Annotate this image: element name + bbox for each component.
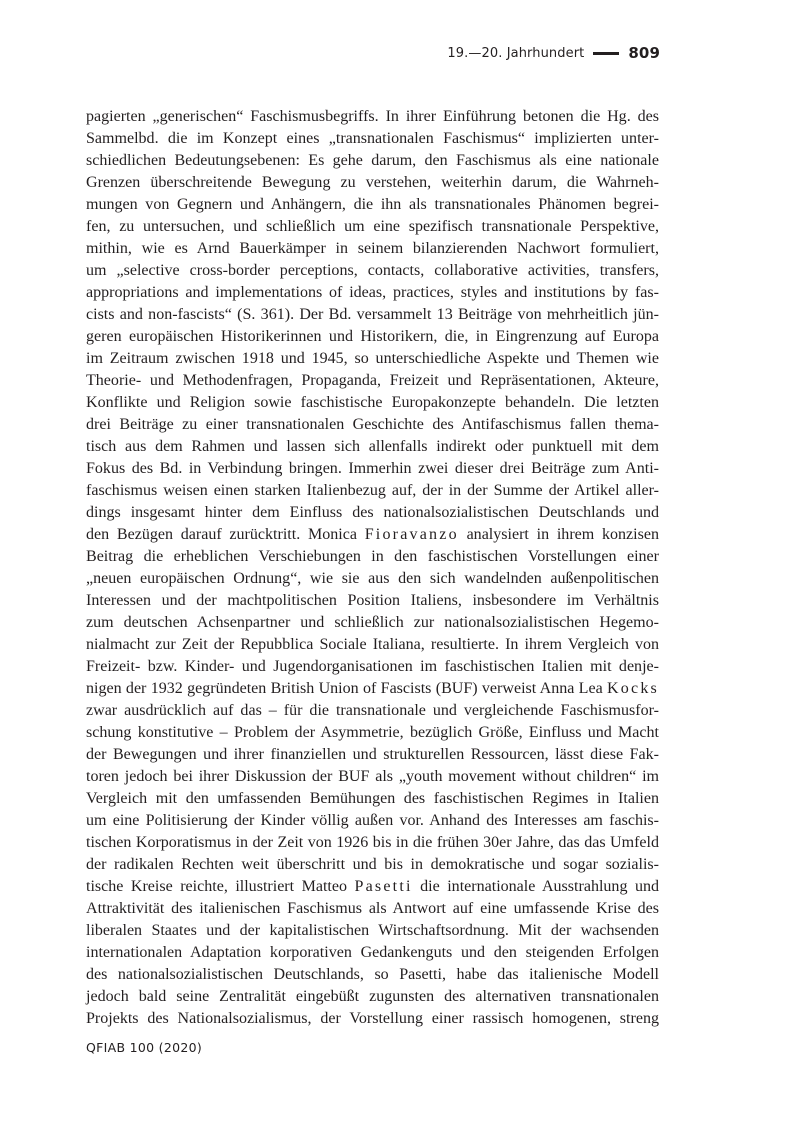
text-segment: zum deutschen Achsenpartner und schließlich zur nationalsozialistischen Hegemo- bbox=[86, 614, 659, 631]
text-segment: mungen von Gegnern und Anhängern, die ihn als transnationales Phänomen begrei- bbox=[86, 196, 659, 213]
running-head bbox=[447, 44, 660, 62]
text-segment: analysiert in ihrem konzisen bbox=[458, 526, 659, 543]
text-line bbox=[86, 524, 659, 546]
text-line bbox=[86, 414, 659, 436]
text-segment: liberalen Staates und der kapitalistischen Wirtschaftsordnung. Mit der wachsenden bbox=[86, 922, 659, 939]
author-name: Kocks bbox=[607, 680, 659, 697]
text-line bbox=[86, 700, 659, 722]
running-head-title: 19.—20. Jahrhundert bbox=[447, 45, 585, 61]
text-line bbox=[86, 370, 659, 392]
text-segment: um „selective cross-border perceptions, contacts, collaborative activities, transfers, bbox=[86, 262, 659, 279]
text-segment: appropriations and implementations of ideas, practices, styles and institutions by fas- bbox=[86, 284, 659, 301]
text-line bbox=[86, 876, 659, 898]
text-line bbox=[86, 326, 659, 348]
text-line bbox=[86, 634, 659, 656]
text-segment: zwar ausdrücklich auf das – für die transnationale und vergleichende Faschismusfor- bbox=[86, 702, 659, 719]
text-segment: internationalen Adaptation korporativen Gedankenguts und den steigenden Erfolgen bbox=[86, 944, 659, 961]
text-segment: Vergleich mit den umfassenden Bemühungen des faschistischen Regimes in Italien bbox=[86, 790, 659, 807]
text-line bbox=[86, 920, 659, 942]
text-line bbox=[86, 238, 659, 260]
text-segment: pagierten „generischen“ Faschismusbegriffs. In ihrer Einführung betonen die Hg. des bbox=[86, 108, 659, 125]
text-segment: Theorie- und Methodenfragen, Propaganda, Freizeit und Repräsentationen, Akteure, bbox=[86, 372, 659, 389]
text-line bbox=[86, 810, 659, 832]
text-segment: cists and non-fascists“ (S. 361). Der Bd. versammelt 13 Beiträge von mehrheitlich jün- bbox=[86, 306, 659, 323]
text-segment: nigen der 1932 gegründeten British Union of Fascists (BUF) verweist Anna Lea bbox=[86, 680, 608, 697]
text-line bbox=[86, 590, 659, 612]
text-segment: Freizeit- bzw. Kinder- und Jugendorganisationen im faschistischen Italien mit denje- bbox=[86, 658, 659, 675]
text-line bbox=[86, 304, 659, 326]
text-line bbox=[86, 392, 659, 414]
text-line bbox=[86, 964, 659, 986]
text-line bbox=[86, 150, 659, 172]
text-line bbox=[86, 568, 659, 590]
text-segment: die internationale Ausstrahlung und bbox=[412, 878, 659, 895]
text-segment: der Bewegungen und ihrer finanziellen und strukturellen Ressourcen, lässt diese Fak- bbox=[86, 746, 659, 763]
text-line bbox=[86, 986, 659, 1008]
text-line bbox=[86, 722, 659, 744]
text-segment: toren jedoch bei ihrer Diskussion der BUF als „youth movement without children“ im bbox=[86, 768, 659, 785]
text-segment: Interessen und der machtpolitischen Position Italiens, insbesondere im Verhältnis bbox=[86, 592, 659, 609]
text-segment: Fokus des Bd. in Verbindung bringen. Immerhin zwei dieser drei Beiträge zum Anti- bbox=[86, 460, 659, 477]
text-line bbox=[86, 656, 659, 678]
text-line bbox=[86, 348, 659, 370]
text-line bbox=[86, 832, 659, 854]
text-segment: Sammelbd. die im Konzept eines „transnationalen Faschismus“ implizierten unter- bbox=[86, 130, 659, 147]
text-line bbox=[86, 546, 659, 568]
text-line bbox=[86, 766, 659, 788]
text-segment: geren europäischen Historikerinnen und Historikern, die, in Eingrenzung auf Europa bbox=[86, 328, 659, 345]
text-line bbox=[86, 788, 659, 810]
text-segment: Beitrag die erheblichen Verschiebungen in den faschistischen Vorstellungen einer bbox=[86, 548, 659, 565]
text-line bbox=[86, 898, 659, 920]
page-number: 809 bbox=[628, 44, 660, 62]
text-line bbox=[86, 854, 659, 876]
text-line bbox=[86, 436, 659, 458]
text-segment: „neuen europäischen Ordnung“, wie sie aus den sich wandelnden außenpolitischen bbox=[86, 570, 659, 587]
text-segment: den Bezügen darauf zurücktritt. Monica bbox=[86, 526, 365, 543]
text-segment: fen, zu untersuchen, und schließlich um eine spezifisch transnationale Perspektive, bbox=[86, 218, 659, 235]
text-segment: Grenzen überschreitende Bewegung zu verstehen, weiterhin darum, die Wahrneh- bbox=[86, 174, 659, 191]
body-text bbox=[86, 106, 659, 1030]
text-segment: faschismus weisen einen starken Italienbezug auf, der in der Summe der Artikel aller- bbox=[86, 482, 659, 499]
text-segment: schung konstitutive – Problem der Asymmetrie, bezüglich Größe, Einfluss und Macht bbox=[86, 724, 659, 741]
text-line bbox=[86, 194, 659, 216]
header-rule bbox=[593, 52, 619, 55]
text-line bbox=[86, 1008, 659, 1030]
author-name: Pasetti bbox=[354, 878, 413, 895]
text-line bbox=[86, 172, 659, 194]
text-segment: um eine Politisierung der Kinder völlig außen vor. Anhand des Interesses am faschis- bbox=[86, 812, 659, 829]
text-segment: Projekts des Nationalsozialismus, der Vorstellung einer rassisch homogenen, streng bbox=[86, 1010, 659, 1027]
text-segment: tische Kreise reichte, illustriert Matteo bbox=[86, 878, 355, 895]
journal-footer: QFIAB 100 (2020) bbox=[86, 1040, 203, 1055]
text-segment: nialmacht zur Zeit der Repubblica Sociale Italiana, resultierte. In ihrem Vergleich von bbox=[86, 636, 659, 653]
text-segment: im Zeitraum zwischen 1918 und 1945, so unterschiedliche Aspekte und Themen wie bbox=[86, 350, 659, 367]
text-segment: Attraktivität des italienischen Faschismus als Antwort auf eine umfassende Krise des bbox=[86, 900, 659, 917]
text-line bbox=[86, 106, 659, 128]
text-segment: jedoch bald seine Zentralität eingebüßt zugunsten des alternativen transnationalen bbox=[86, 988, 659, 1005]
text-segment: drei Beiträge zu einer transnationalen Geschichte des Antifaschismus fallen thema- bbox=[86, 416, 659, 433]
text-line bbox=[86, 128, 659, 150]
text-segment: tisch aus dem Rahmen und lassen sich allenfalls indirekt oder punktuell mit dem bbox=[86, 438, 659, 455]
text-segment: mithin, wie es Arnd Bauerkämper in seinem bilanzierenden Nachwort formuliert, bbox=[86, 240, 659, 257]
text-line bbox=[86, 502, 659, 524]
text-segment: dings insgesamt hinter dem Einfluss des nationalsozialistischen Deutschlands und bbox=[86, 504, 659, 521]
text-line bbox=[86, 216, 659, 238]
text-segment: des nationalsozialistischen Deutschlands, so Pasetti, habe das italienische Modell bbox=[86, 966, 659, 983]
text-line bbox=[86, 260, 659, 282]
author-name: Fioravanzo bbox=[364, 526, 459, 543]
text-line bbox=[86, 612, 659, 634]
text-line bbox=[86, 458, 659, 480]
text-line bbox=[86, 942, 659, 964]
text-line bbox=[86, 282, 659, 304]
text-segment: schiedlichen Bedeutungsebenen: Es gehe darum, den Faschismus als eine nationale bbox=[86, 152, 659, 169]
text-line bbox=[86, 744, 659, 766]
text-segment: tischen Korporatismus in der Zeit von 1926 bis in die frühen 30er Jahre, das das Umfeld bbox=[86, 834, 659, 851]
text-line bbox=[86, 678, 659, 700]
text-line bbox=[86, 480, 659, 502]
text-segment: der radikalen Rechten weit überschritt und bis in demokratische und sogar sozialis- bbox=[86, 856, 659, 873]
text-segment: Konflikte und Religion sowie faschistische Europakonzepte behandeln. Die letzten bbox=[86, 394, 659, 411]
